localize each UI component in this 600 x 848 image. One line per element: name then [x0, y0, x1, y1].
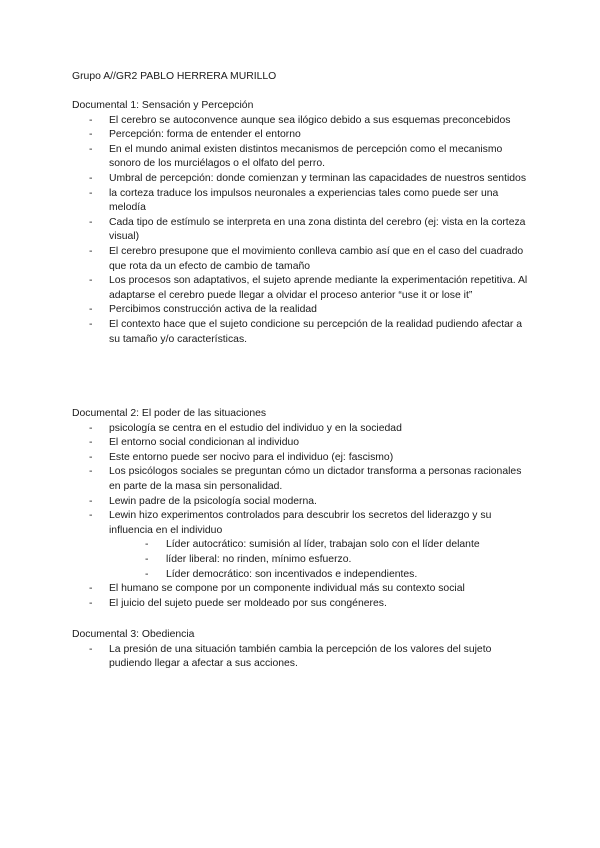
- list-item: - Percepción: forma de entender el entorno: [72, 128, 532, 143]
- dash-bullet: -: [89, 643, 93, 655]
- dash-bullet: -: [89, 187, 93, 199]
- sub-list-item: - Líder democrático: son incentivados e independientes.: [109, 568, 532, 583]
- section-documental-2: [72, 407, 532, 611]
- list-item: - En el mundo animal existen distintos mecanismos de percepción como el mecanismo sonoro de los murciélagos o el olfato del perro.: [89, 143, 503, 170]
- list-item: - La presión de una situación también cambia la percepción de los valores del sujeto pudiendo llegar a afectar a sus acciones.: [89, 643, 492, 670]
- dash-bullet: -: [89, 318, 93, 330]
- list-item: - El humano se compone por un componente individual más su contexto social: [72, 582, 532, 597]
- list-item: - Umbral de percepción: donde comienzan y terminan las capacidades de nuestros sentidos: [72, 172, 532, 187]
- dash-bullet: -: [89, 422, 93, 434]
- list-item: - Percibimos construcción activa de la realidad: [72, 303, 532, 318]
- dash-bullet: -: [145, 553, 149, 565]
- dash-bullet: -: [89, 129, 93, 141]
- dash-bullet: -: [89, 172, 93, 184]
- dash-bullet: -: [89, 143, 93, 155]
- dash-bullet: -: [89, 437, 93, 449]
- dash-bullet: -: [89, 275, 93, 287]
- list-item: - El cerebro presupone que el movimiento conlleva cambio así que en el caso del cuadrado que rota da un efecto de cambio de tamaño: [89, 245, 524, 272]
- list-item: - El juicio del sujeto puede ser moldeado por sus congéneres.: [72, 597, 532, 612]
- section-title: Documental 1: Sensación y Percepción: [72, 100, 254, 111]
- section-documental-3: [72, 628, 532, 672]
- list-item: - El entorno social condicionan al individuo: [72, 436, 532, 451]
- dash-bullet: -: [89, 304, 93, 316]
- section-documental-1: [72, 99, 532, 347]
- dash-bullet: -: [89, 495, 93, 507]
- dash-bullet: -: [89, 451, 93, 463]
- dash-bullet: -: [89, 466, 93, 478]
- dash-bullet: -: [89, 245, 93, 257]
- bullet-list: [72, 422, 532, 612]
- list-item: - Los procesos son adaptativos, el sujeto aprende mediante la experimentación repetitiva. Al adaptarse el cerebro puede llegar a olvidar el proceso anterior “use it or lose it”: [89, 275, 528, 301]
- sub-list-item: - Líder autocrático: sumisión al líder, trabajan solo con el líder delante: [109, 538, 532, 553]
- sub-list: [109, 538, 532, 582]
- list-item: - Los psicólogos sociales se preguntan cómo un dictador transforma a personas racionales en parte de la masa sin personalidad.: [89, 466, 522, 492]
- list-item: - Lewin padre de la psicología social moderna.: [72, 495, 532, 510]
- dash-bullet: -: [145, 568, 149, 580]
- dash-bullet: -: [145, 539, 149, 551]
- dash-bullet: -: [89, 510, 93, 522]
- list-item: - psicología se centra en el estudio del individuo y en la sociedad: [72, 422, 532, 437]
- bullet-list: [72, 643, 532, 672]
- dash-bullet: -: [89, 216, 93, 228]
- list-item: - la corteza traduce los impulsos neuronales a experiencias tales como puede ser una melodía: [89, 187, 499, 214]
- section-title: Documental 3: Obediencia: [72, 629, 195, 640]
- list-item: - Lewin hizo experimentos controlados para descubrir los secretos del liderazgo y su influencia en el individuo - Líder autocrático: sumisión al líder, trabajan solo con el líder delante - líder liberal: no rinden, mínimo esfuerzo. - Líder democrático: son incentivados e independientes.: [72, 509, 532, 582]
- dash-bullet: -: [89, 114, 93, 126]
- dash-bullet: -: [89, 597, 93, 609]
- list-item: - Este entorno puede ser nocivo para el individuo (ej: fascismo): [72, 451, 532, 466]
- list-item: - El contexto hace que el sujeto condicione su percepción de la realidad pudiendo afectar a su tamaño y/o características.: [89, 318, 523, 345]
- dash-bullet: -: [89, 583, 93, 595]
- section-title: Documental 2: El poder de las situaciones: [72, 408, 267, 419]
- bullet-list: [72, 114, 532, 348]
- list-item: - Cada tipo de estímulo se interpreta en una zona distinta del cerebro (ej: vista en la corteza visual): [89, 216, 526, 243]
- document-header: Grupo A//GR2 PABLO HERRERA MURILLO: [72, 71, 277, 82]
- sub-list-item: - líder liberal: no rinden, mínimo esfuerzo.: [109, 553, 532, 568]
- list-item: - El cerebro se autoconvence aunque sea ilógico debido a sus esquemas preconcebidos: [72, 114, 532, 129]
